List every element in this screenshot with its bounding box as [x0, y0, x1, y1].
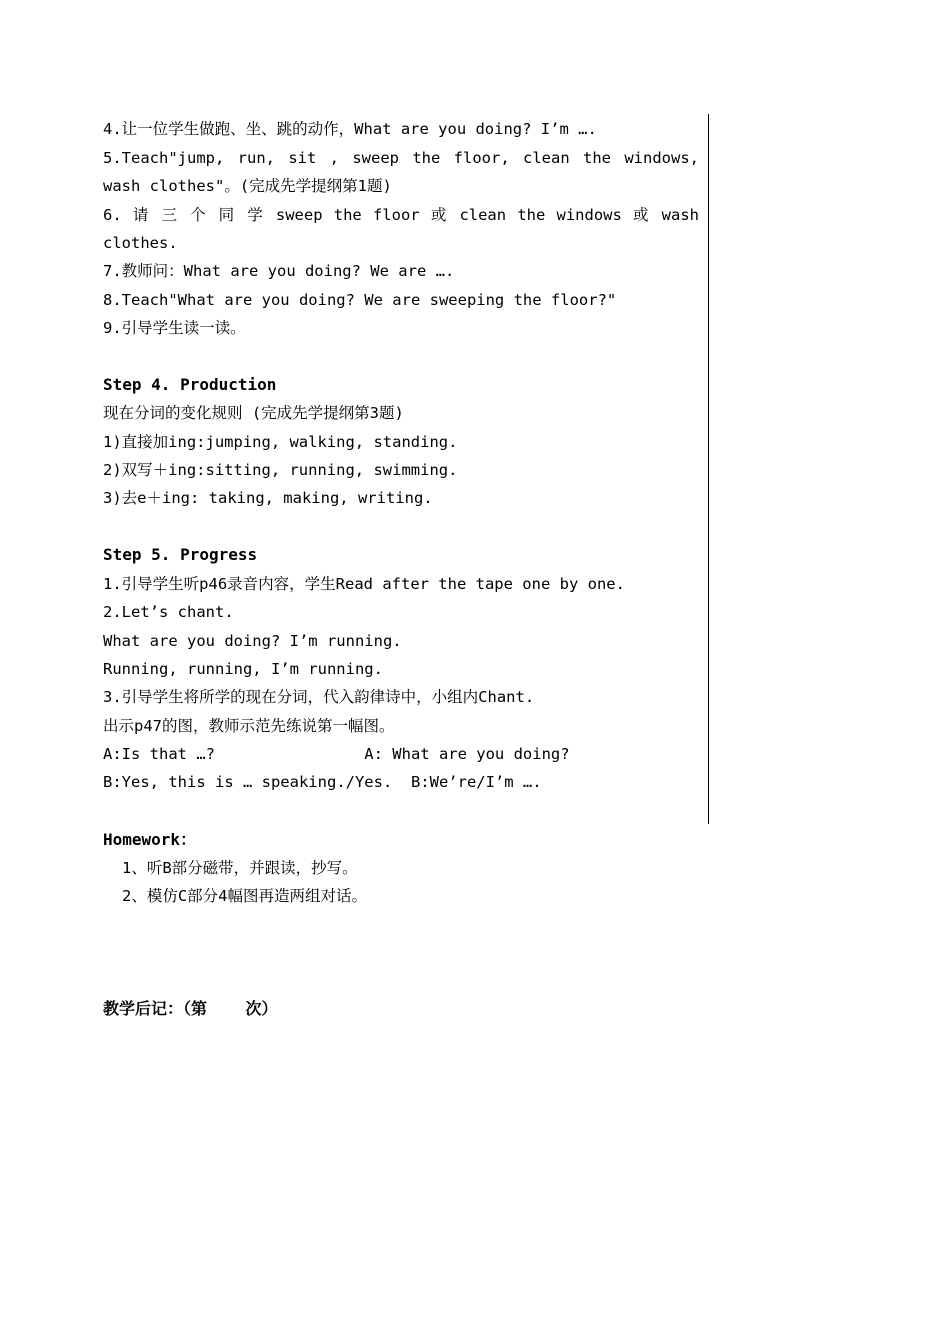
dialogue-line-b: B:Yes, this is … speaking./Yes. B:We’re/I’m ….	[103, 773, 542, 791]
step5-heading: Step 5. Progress	[103, 545, 258, 564]
progress-item-1: 1.引导学生听p46录音内容，学生Read after the tape one by one.	[103, 575, 625, 593]
homework-item-2: 2、模仿C部分4幅图再造两组对话。	[122, 887, 367, 905]
table-border-line	[708, 114, 709, 824]
progress-item-2: 2.Let’s chant.	[103, 603, 234, 621]
production-rule-2: 2)双写＋ing:sitting, running, swimming.	[103, 461, 458, 479]
step-item-5: 5.Teach"jump, run, sit , sweep the floor, clean the windows,	[103, 149, 699, 167]
step-item-9: 9.引导学生读一读。	[103, 319, 246, 337]
progress-item-3: 3.引导学生将所学的现在分词，代入韵律诗中，小组内Chant.	[103, 688, 535, 706]
dialogue-line-a: A:Is that …? A: What are you doing?	[103, 745, 570, 763]
chant-line-1: What are you doing? I’m running.	[103, 632, 402, 650]
chant-line-2: Running, running, I’m running.	[103, 660, 383, 678]
step-item-4: 4.让一位学生做跑、坐、跳的动作，What are you doing? I’m ….	[103, 120, 597, 138]
step-item-6-cont: clothes.	[103, 234, 178, 252]
step-item-6: 6. 请 三 个 同 学 sweep the floor 或 clean the windows 或 wash	[103, 206, 699, 224]
step-item-8: 8.Teach"What are you doing? We are sweeping the floor?"	[103, 291, 617, 309]
progress-item-3-cont: 出示p47的图，教师示范先练说第一幅图。	[103, 717, 395, 735]
production-rule-3: 3)去e＋ing: taking, making, writing.	[103, 489, 433, 507]
production-rule-1: 1)直接加ing:jumping, walking, standing.	[103, 433, 458, 451]
step-item-5-cont: wash clothes"。(完成先学提纲第1题)	[103, 177, 392, 195]
production-rule-title: 现在分词的变化规则 (完成先学提纲第3题)	[103, 404, 404, 422]
homework-item-1: 1、听B部分磁带，并跟读，抄写。	[122, 859, 358, 877]
homework-heading: Homework：	[103, 830, 197, 849]
teaching-notes-heading: 教学后记：（第 次）	[103, 999, 278, 1018]
step-item-7: 7.教师问：What are you doing? We are ….	[103, 262, 455, 280]
step4-heading: Step 4. Production	[103, 375, 277, 394]
